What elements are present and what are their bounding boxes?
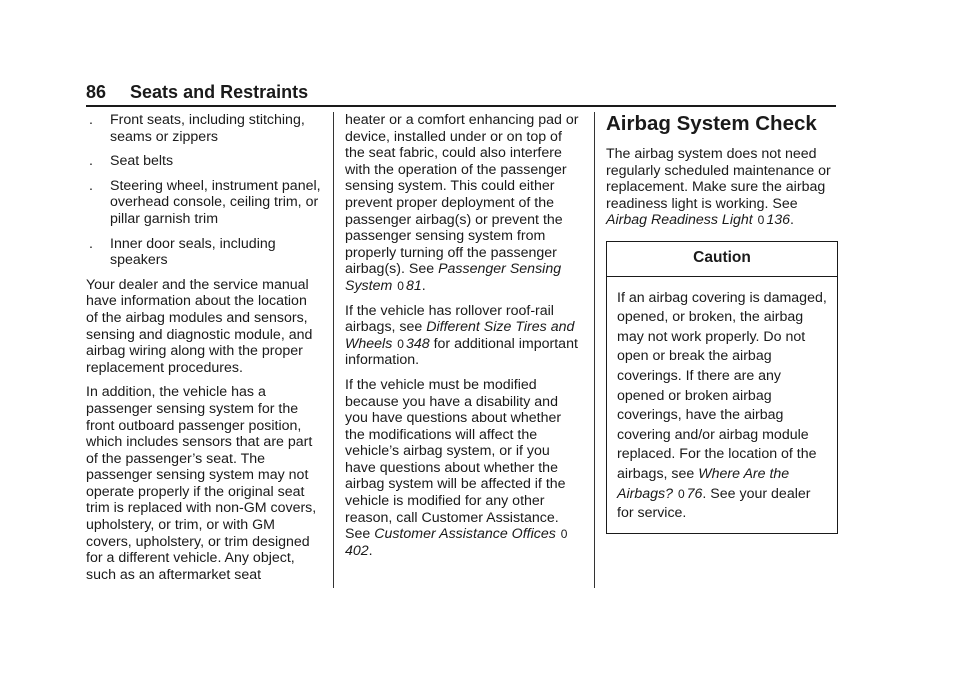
paragraph-text: If the vehicle has rollover roof-rail airbags, see	[345, 302, 554, 336]
cross-reference-link[interactable]: Passenger Sensing System	[345, 261, 562, 294]
header-rule	[86, 105, 836, 107]
page-ref-icon: 0	[397, 336, 404, 351]
paragraph	[345, 112, 581, 295]
list-item-text: Front seats, including stitching, seams or zippers	[110, 112, 305, 145]
caution-text: If an airbag covering is damaged, opened, or broken, the airbag may not work properly. Do not open or break the airbag coverings. If there are any opened or broken airbag coverings, have the airbag covering and/or airbag module replaced. For the location of the airbags, see	[617, 289, 827, 482]
paragraph-text: The airbag system does not need regularly scheduled maintenance or replacement. Make sure the airbag readiness light is working. See	[606, 146, 831, 212]
list-item-text: Seat belts	[110, 153, 174, 170]
column-3	[606, 112, 838, 534]
caution-body	[607, 277, 837, 533]
caution-text-end: . See your dealer for service.	[617, 485, 811, 522]
column-2	[345, 112, 581, 567]
paragraph	[345, 303, 581, 369]
cross-reference-link[interactable]: Customer Assistance Offices	[374, 526, 556, 543]
caution-box	[606, 241, 838, 534]
list-item-text: Steering wheel, instrument panel, overhead console, ceiling trim, or pillar garnish trim	[110, 177, 321, 227]
paragraph	[345, 377, 581, 560]
cross-reference-link[interactable]: Airbag Readiness Light	[606, 212, 753, 229]
cross-reference-link[interactable]: Different Size Tires and Wheels	[345, 319, 575, 352]
page-reference[interactable]: 76	[686, 485, 703, 502]
bullet-marker: .	[89, 235, 93, 252]
list-item	[86, 236, 322, 269]
page-reference[interactable]: 348	[405, 335, 430, 352]
column-1	[86, 112, 322, 591]
page-reference[interactable]: 81	[405, 277, 422, 294]
punctuation: .	[368, 542, 373, 559]
list-item	[86, 153, 322, 170]
page-reference[interactable]: 402	[345, 542, 369, 559]
paragraph-text: for additional important information.	[345, 335, 578, 369]
list-item	[86, 112, 322, 145]
paragraph: In addition, the vehicle has a passenger sensing system for the front outboard passenger position, which includes sensors that are part of the passenger’s seat. The passenger sensing system may not operate properly if the original seat trim is replaced with non-GM covers, upholstery, or trim, or with GM covers, upholstery, or trim designed for a different vehicle. Any object, such as an aftermarket seat	[86, 384, 317, 583]
paragraph-text: heater or a comfort enhancing pad or device, installed under or on top of the seat fabric, could also interfere with the operation of the passenger sensing system. This could either prevent proper deployment of the passenger airbag(s) or prevent the passenger sensing system from properly turning off the passenger airbag(s). See	[345, 112, 579, 278]
paragraph-text: If the vehicle must be modified because you have a disability and you have questions about whether the modifications will affect the vehicle’s airbag system, or if you have questions about whether the airbag system will be affected if the vehicle is modified for any other reason, call Customer Assistance. See	[345, 376, 566, 543]
punctuation: .	[421, 277, 426, 294]
column-divider	[333, 112, 334, 588]
page-reference[interactable]: 136	[766, 212, 791, 229]
page-number: 86	[86, 82, 107, 102]
bullet-marker: .	[89, 112, 93, 128]
bullet-marker: .	[89, 177, 93, 194]
section-heading: Airbag System Check	[606, 112, 817, 135]
section-title: Seats and Restraints	[130, 82, 309, 102]
list-item-text: Inner door seals, including speakers	[110, 235, 276, 269]
punctuation: .	[790, 212, 794, 229]
column-divider	[594, 112, 595, 588]
caution-title: Caution	[607, 242, 837, 277]
bullet-marker: .	[89, 153, 93, 170]
cross-reference-link[interactable]: Where Are the Airbags?	[617, 465, 790, 502]
paragraph	[606, 146, 838, 229]
page-ref-icon: 0	[560, 527, 568, 542]
page-header	[86, 82, 308, 103]
page-ref-icon: 0	[677, 486, 685, 501]
list-item	[86, 178, 322, 228]
page-ref-icon: 0	[397, 278, 404, 293]
page-ref-icon: 0	[757, 213, 765, 228]
paragraph: Your dealer and the service manual have information about the location of the airbag modules and sensors, sensing and diagnostic module, and airbag wiring along with the proper replacement procedures.	[86, 276, 313, 376]
